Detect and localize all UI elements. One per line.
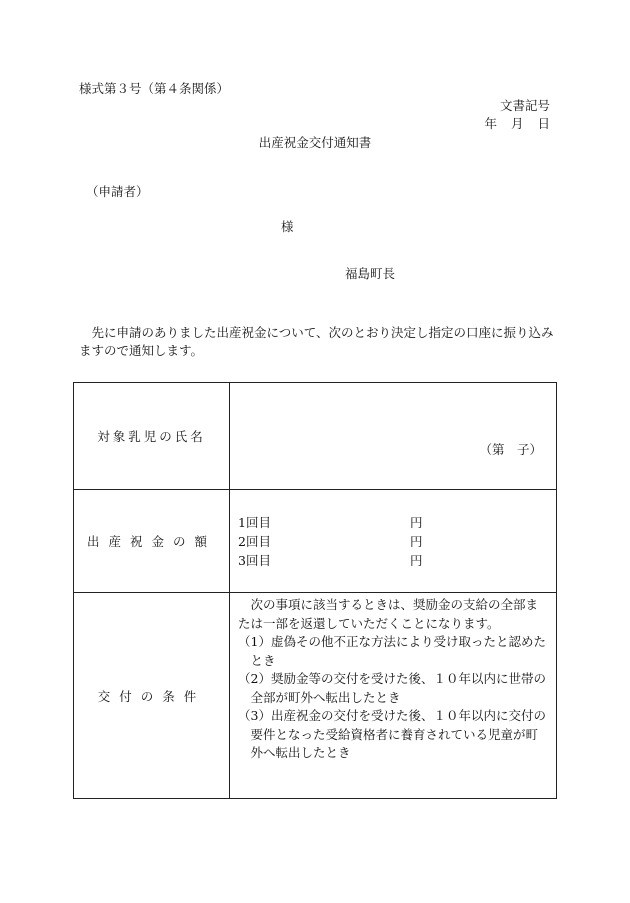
amount-line <box>230 532 556 551</box>
amount-installment: 1回目 <box>238 514 271 530</box>
amount-cell <box>230 490 557 593</box>
amount-label: 出産祝金の額 <box>74 490 230 593</box>
table-row <box>74 490 557 593</box>
date-month: 月 <box>510 116 524 131</box>
body-text: 先に申請のありました出産祝金について、次のとおり決定し指定の口座に振り込みますので通知します。 <box>79 325 554 358</box>
honorific: 様 <box>281 219 294 234</box>
conditions-cell <box>230 593 557 799</box>
amount-unit: 円 <box>410 533 423 549</box>
document-title: 出産祝金交付通知書 <box>258 135 372 150</box>
amount-line <box>230 513 556 532</box>
amount-unit: 円 <box>410 514 423 530</box>
conditions-lead: 次の事項に該当するときは、奨励金の支給の全部または一部を返還していただくことになります。 <box>238 597 539 631</box>
infant-name-cell <box>230 383 557 490</box>
table-row <box>74 383 557 490</box>
date-year: 年 <box>484 116 497 131</box>
form-number: 様式第３号（第４条関係） <box>79 81 230 96</box>
conditions-label: 交付の条件 <box>74 593 230 799</box>
birth-order: （第 子） <box>479 442 542 457</box>
condition-item: （3）出産祝金の交付を受けた後、１０年以内に交付の要件となった受給資格者に養育されている児童が町外へ転出したとき <box>238 708 546 760</box>
date-day: 日 <box>537 116 550 131</box>
infant-name-label: 対象乳児の氏名 <box>74 383 230 490</box>
amount-line <box>230 551 556 570</box>
amount-unit: 円 <box>410 552 423 568</box>
notice-table <box>73 382 557 799</box>
issuer: 福島町長 <box>345 266 396 281</box>
document-number: 文書記号 <box>499 98 550 113</box>
condition-item: （2）奨励金等の交付を受けた後、１０年以内に世帯の全部が町外へ転出したとき <box>238 671 546 705</box>
date-line <box>470 116 550 132</box>
table-row <box>74 593 557 799</box>
applicant-label: （申請者） <box>86 184 149 199</box>
condition-item: （1）虚偽その他不正な方法により受け取ったと認めたとき <box>238 634 546 668</box>
amount-installment: 3回目 <box>238 552 271 568</box>
amount-installment: 2回目 <box>238 533 271 549</box>
